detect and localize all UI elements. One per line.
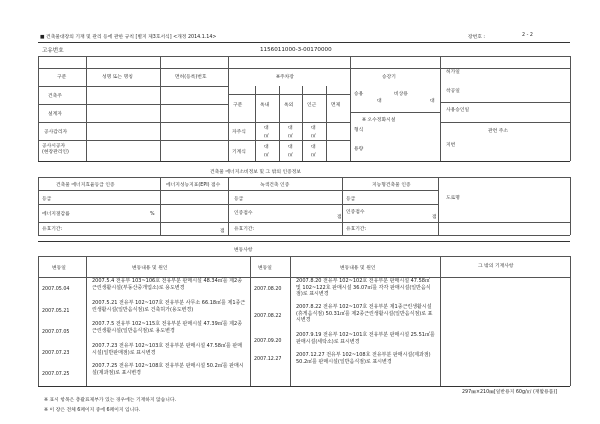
change-date: 2007.05.04 xyxy=(42,287,70,292)
page-number-label: 장번호 : xyxy=(468,35,486,40)
change-date: 2007.08.22 xyxy=(254,314,282,319)
change-text: 2007.12.27 전유부 102~108호 전유부분 판매시설(제과점) 50.2㎡를 판매시설(일반음식점)로 표시변경 xyxy=(296,352,431,365)
page-number-value: 2 - 2 xyxy=(522,33,533,38)
top-rule xyxy=(38,42,570,43)
unique-no-value: 1156011000-3-00170000 xyxy=(260,47,332,53)
change-date: 2007.05.21 xyxy=(42,309,70,314)
form-title: ■ 건축물대장의 기재 및 관리 등에 관한 규칙 [별지 제3호서식] <개정 2014.1.14> xyxy=(40,35,217,40)
change-date: 2007.12.27 xyxy=(254,357,282,362)
change-date: 2007.07.05 xyxy=(42,330,70,335)
change-text: 2007.7.25 전유부 102~108호 전유부분 판매시설 50.2㎡를 판매시설(제과점)로 표시변경 xyxy=(92,363,244,376)
change-text: 2007.7.23 전유부 102~103호 전유부분 판매시설 47.58㎡를 판매시설(일반판매점)로 표시변경 xyxy=(92,343,243,356)
change-date: 2007.09.20 xyxy=(254,339,282,344)
change-date: 2007.08.20 xyxy=(254,287,282,292)
change-text: 2007.5.21 전유부 102~107호 전유부분 사무소 66.18㎡를 제1종근린생활시설(일반음식점)로 건축허가(용도변경) xyxy=(92,300,246,313)
change-date: 2007.07.25 xyxy=(42,372,70,377)
change-text: 2007.5.4 전유부 103~106호 전유부분 판매시설 48.34㎡를 제2종근린생활시설(부동산중개업소)로 용도변경 xyxy=(92,278,243,291)
unique-no-label: 고유번호 xyxy=(42,48,64,54)
paper-spec: 297㎜×210㎜[일반용지 60g/㎡ (재활용품)] xyxy=(462,390,558,395)
change-text: 2007.8.20 전유부 102~102호 전유부분 판매시설 47.58㎡ 및 102~122호 판매시설 36.07㎡를 각각 판매시설(일반음식점)로 표시변경 xyxy=(296,278,431,298)
footer-note-1: ※ 표시 항목은 총괄표제부가 있는 경우에는 기재하지 않습니다. xyxy=(44,398,177,403)
change-date: 2007.07.23 xyxy=(42,351,70,356)
change-text: 2007.7.5 전유부 102~115호 전유부분 판매시설 47.39㎡를 제2종근린생활시설(일반음식점)로 용도변경 xyxy=(92,321,243,334)
footer-note-2: ※ 이 장은 전체 6페이지 중에 6페이지 입니다. xyxy=(44,408,141,413)
change-text: 2007.9.19 전유부 102~101호 전유부분 판매시설 25.51㎡를 판매시설(세탁소)로 표시변경 xyxy=(296,332,435,345)
change-text: 2007.8.22 전유부 102~107호 전유부분 제1종근린생활시설(휴게음식점) 50.31㎡를 제2종근린생활시설(일반음식점)로 표시변경 xyxy=(296,304,433,324)
